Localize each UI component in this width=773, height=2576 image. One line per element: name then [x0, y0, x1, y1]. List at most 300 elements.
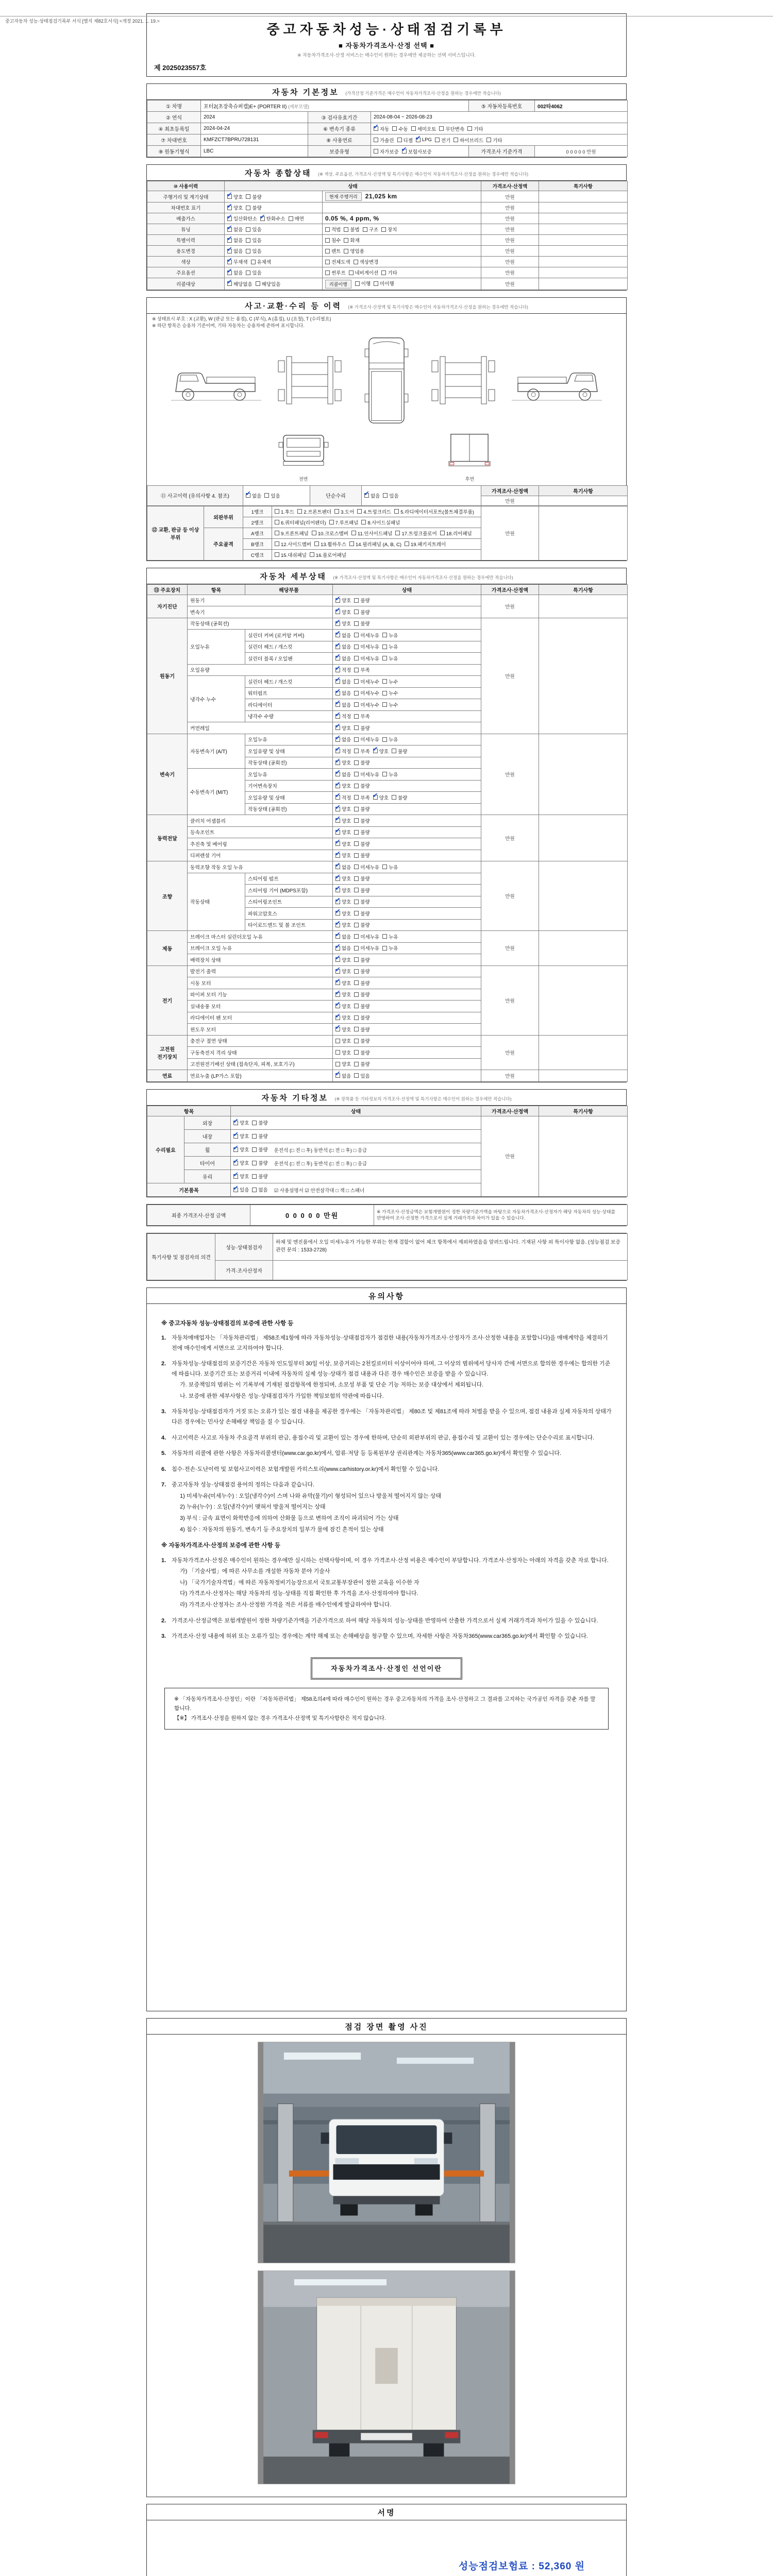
checkbox-option[interactable]: 구조	[363, 226, 378, 233]
notice-item: 2. 자동차성능·상태점검의 보증기간은 자동차 인도일부터 30일 이상, 보증거리는 2천킬로미터 이상이어야 하며, 그 이상의 범위에서 당사자 간에 서면으로 합의한 경우에는 합의한 기준에 따릅니다. 보증기간 또는 보증거리 이내에 자동차의 실제 성능·상태가 점검 내용과 다른 경우 매수인은 보증을 받을 수 있습니다. 가. 보증책임의 범위는 이 기록부에 기재된 점검항목에 한정되며, 소모성 부품 및 단순 기능 저하는 보증 대상에서 제외됩니다. 나. 보증에 관한 세부사항은 성능·상태점검자가 가입한 책임보험의 약관에 따릅니다.	[161, 1361, 611, 1399]
detail-row: 시동 모터 ✔ 양호 불량	[147, 977, 628, 989]
notice-item: 6. 침수·전손·도난이력 및 보험사고이력은 보험개발원 카히스토리(www.carhistory.or.kr)에서 확인할 수 있습니다.	[161, 1466, 440, 1472]
notice-item: 7. 중고자동차 성능·상태점검 용어의 정의는 다음과 같습니다. 1) 미세누유(미세누수) : 오일(냉각수)이 스며 나와 유막(물기)이 형성되어 있으나 방울져 떨어지지 않는 상태 2) 누유(누수) : 오일(냉각수)이 맺혀서 방울져 떨어지는 상태 3) 부식 : 금속 표면이 화학반응에 의하여 산화물 등으로 변하여 조직이 파괴되어 가는 상태 4) 침수 : 자동차의 원동기, 변속기 등 주요장치의 일부가 물에 잠긴 흔적이 있는 상태	[161, 1482, 442, 1533]
detail-row: 실내송풍 모터 ✔ 양호 불량	[147, 1001, 628, 1012]
checkbox-option[interactable]: 불량	[354, 759, 369, 766]
checkbox-option[interactable]: ✔ 없음	[335, 736, 351, 743]
etc-title: 자동차 기타정보	[261, 1093, 329, 1103]
overall-band	[147, 165, 626, 181]
checkbox-option[interactable]: ✔ 양호	[335, 898, 351, 905]
checkbox-option[interactable]: ✔ 없음	[335, 863, 351, 871]
checkbox-option[interactable]: ✔ 양호	[373, 748, 389, 755]
overall-row: 리콜대상 ✔ 해당없음 해당있음 리콜이행 이행 미이행 만원	[147, 278, 628, 290]
detail-band	[147, 568, 626, 584]
checkbox-option[interactable]: ✔ 적정	[335, 794, 351, 801]
checkbox-option[interactable]: 불량	[354, 828, 369, 836]
accident-note-cell	[539, 496, 628, 505]
checkbox-option[interactable]: 수동	[392, 125, 408, 132]
parts-row: ⑫ 교환, 판금 등 이상 부위 외판부위 1랭크 1.후드 2.프론트펜더 3.도어 4.트렁크리드 5.라디에이터서포트(볼트체결부품) 만원	[147, 506, 628, 517]
checkbox-option[interactable]: 누수	[382, 689, 398, 697]
detail-row: 조향 동력조향 작동 오일 누유 ✔ 없음 미세누유 누유 만원	[147, 861, 628, 873]
checkbox-option[interactable]: 17.트렁크플로어	[395, 530, 436, 537]
overall-row: 배출가스 ✔ 일산화탄소 ✔ 탄화수소 매연 0.05 %, 4 ppm, % 만원	[147, 213, 628, 224]
checkbox-option[interactable]: 침수	[325, 236, 341, 244]
checkbox-option[interactable]: 디젤	[397, 137, 413, 144]
checkbox-option[interactable]: 누수	[382, 678, 398, 685]
checkbox-option[interactable]: 불량	[354, 898, 369, 905]
checkbox-option[interactable]: ✔ 없음	[227, 247, 243, 255]
inspection-value: 2024-08-04 ~ 2026-08-23	[371, 112, 628, 123]
checkbox-option[interactable]: 누유	[382, 736, 398, 743]
checkbox-option[interactable]: ✔ 없음	[335, 701, 351, 708]
checkbox-option[interactable]: ✔ 양호	[335, 887, 351, 894]
checkbox-option[interactable]: 불량	[252, 1132, 267, 1140]
checkbox-option[interactable]: ✔ 없음	[335, 944, 351, 952]
accident-band	[147, 298, 626, 314]
checkbox-option[interactable]: 색상변경	[354, 258, 379, 265]
checkbox-option[interactable]: ✔ 양호	[335, 875, 351, 882]
checkbox-option[interactable]: ✔ 양호	[335, 620, 351, 627]
checkbox-option[interactable]: ✔ 양호	[335, 1003, 351, 1010]
checkbox-option[interactable]: ✔ 없음	[335, 632, 351, 639]
engine-type-label: ⑨ 원동기형식	[147, 146, 201, 157]
detail-row: 스티어링조인트 ✔ 양호 불량	[147, 896, 628, 908]
detail-row: 고전원전기배선 상태 (접속단자, 피복, 보호기구) 양호 불량	[147, 1058, 628, 1070]
checkbox-option[interactable]: 불량	[354, 875, 369, 882]
checkbox-option[interactable]: 불량	[354, 1003, 369, 1010]
checkbox-option[interactable]: 불량	[354, 979, 369, 987]
checkbox-option[interactable]: ✔ 없음	[335, 1072, 351, 1079]
detail-col-state: 상태	[333, 584, 481, 595]
checkbox-option[interactable]: 10.크로스멤버	[312, 530, 348, 537]
checkbox-option[interactable]: ✔ 무채색	[227, 258, 248, 265]
checkbox-option[interactable]: ✔ 양호	[233, 1146, 249, 1153]
warranty-options	[371, 146, 469, 157]
checkbox-option[interactable]: 6.쿼터패널(리어펜더)	[275, 519, 326, 526]
checkbox-option[interactable]: ✔ 양호	[335, 968, 351, 975]
parts-row: B랭크 12.사이드멤버 13.휠하우스 14.필러패널 (A, B, C) 19.패키지트레이	[147, 538, 628, 549]
detail-row: 와이퍼 모터 기능 ✔ 양호 불량	[147, 989, 628, 1001]
checkbox-option[interactable]: 누수	[382, 701, 398, 708]
checkbox-option[interactable]: ✔ 양호	[227, 204, 243, 211]
checkbox-option[interactable]: ✔ 있음	[233, 1186, 249, 1193]
checkbox-option[interactable]: ✔ 양호	[335, 910, 351, 917]
checkbox-option[interactable]: ✔ 없음	[335, 655, 351, 662]
checkbox-option[interactable]: 불량	[354, 1060, 369, 1067]
checkbox-option[interactable]: 불량	[354, 910, 369, 917]
overall-col-note: 특기사항	[539, 181, 628, 191]
checkbox-option[interactable]: 기타	[486, 137, 502, 144]
checkbox-option[interactable]: 불량	[246, 204, 261, 211]
checkbox-option[interactable]: 불량	[354, 608, 369, 616]
front-view-label: 전면	[298, 476, 308, 482]
checkbox-option[interactable]: 2.프론트펜더	[297, 508, 331, 515]
checkbox-option[interactable]: 18.리어패널	[440, 530, 472, 537]
vin-label: ⑦ 차대번호	[147, 134, 201, 146]
etc-table	[147, 1106, 628, 1197]
notice-item: 5. 자동차의 리콜에 관한 사항은 자동차리콜센터(www.car.go.kr)에서, 압류·저당 등 등록원부상 권리관계는 자동차365(www.car365.go.kr)에서 확인할 수 있습니다.	[161, 1450, 562, 1457]
detail-row: 라디에이터 ✔ 없음 미세누수 누수	[147, 699, 628, 711]
checkbox-option[interactable]: 누유	[382, 655, 398, 662]
checkbox-option[interactable]: ✔ 양호	[335, 991, 351, 998]
detail-row: 구동축전지 격리 상태 양호 불량	[147, 1047, 628, 1059]
checkbox-option[interactable]: 불량	[246, 193, 261, 200]
checkbox-option[interactable]: 전체도색	[325, 258, 350, 265]
checkbox-option[interactable]: ✔ 해당없음	[227, 280, 253, 287]
checkbox-option[interactable]: 장치	[381, 226, 397, 233]
checkbox-option[interactable]: 양호	[335, 1037, 351, 1044]
detail-row: 파워고압호스 ✔ 양호 불량	[147, 908, 628, 920]
signature-area	[147, 2520, 626, 2576]
overall-row: 차대번호 표기 ✔ 양호 불량 만원	[147, 202, 628, 213]
checkbox-option[interactable]: 누유	[382, 944, 398, 952]
checkbox-option[interactable]: 썬루프	[325, 269, 346, 276]
year-label: ② 연식	[147, 112, 201, 123]
checkbox-option[interactable]: 있음	[246, 247, 261, 255]
checkbox-option[interactable]: 양호	[335, 1060, 351, 1067]
checkbox-option[interactable]: ✔ 없음	[335, 689, 351, 697]
checkbox-option[interactable]: 하이브리드	[453, 137, 483, 144]
detail-col-device: ⑬ 주요장치	[147, 584, 188, 595]
detail-row: 브레이크 오일 누유 ✔ 없음 미세누유 누유	[147, 942, 628, 954]
detail-row: 라디에이터 팬 모터 ✔ 양호 불량	[147, 1012, 628, 1024]
notice-item: 4. 사고이력은 사고로 자동차 주요골격 부위의 판금, 용접수리 및 교환이 있는 경우에 한하며, 단순히 외판부위의 판금, 용접수리 및 교환이 있는 경우에는 단순수리로 표시합니다.	[161, 1434, 595, 1441]
etc-note: (※ 장착품 등 기타정보의 가격조사·산정액 및 특기사항은 매수인이 원하는 경우에만 적습니다)	[334, 1096, 512, 1101]
detail-row: 타이로드엔드 및 볼 조인트 ✔ 양호 불량	[147, 919, 628, 931]
car-side-left-diagram	[169, 351, 264, 412]
checkbox-option[interactable]: 불량	[252, 1173, 267, 1180]
checkbox-option[interactable]: ✔ 양호	[233, 1119, 249, 1126]
checkbox-option[interactable]: 불량	[354, 956, 369, 963]
checkbox-option[interactable]: ✔ 양호	[335, 852, 351, 859]
checkbox-option[interactable]: 12.사이드멤버	[275, 540, 311, 548]
detail-row: 디퍼렌셜 기어 ✔ 양호 불량	[147, 850, 628, 861]
checkbox-option[interactable]: ✔ 탄화수소	[260, 215, 285, 222]
checkbox-option[interactable]: 8.사이드실패널	[361, 519, 400, 526]
checkbox-option[interactable]: 부족	[354, 666, 369, 673]
checkbox-option[interactable]: 기타	[467, 125, 483, 132]
signature-band	[147, 2504, 626, 2520]
checkbox-option[interactable]: 유채색	[251, 258, 272, 265]
section-photos	[146, 2018, 627, 2497]
checkbox-option[interactable]: 불량	[392, 794, 407, 801]
checkbox-option[interactable]: ✔ 없음	[335, 771, 351, 778]
checkbox-option[interactable]: 적법	[325, 226, 341, 233]
car-top-view-diagram	[356, 334, 417, 429]
detail-col-part: 해당부품	[245, 584, 333, 595]
checkbox-option[interactable]: ✔ 없음	[364, 492, 380, 499]
notice-item: 1. 자동차매매업자는 「자동차관리법」 제58조제1항에 따라 자동차성능·상태점검자가 점검한 내용(자동차가격조사·산정자가 조사·산정한 내용을 포함합니다)을 매매계약을 체결하기 전에 매수인에게 서면으로 고지하여야 합니다.	[161, 1334, 608, 1351]
detail-row: 동력전달 클러치 어셈블리 ✔ 양호 불량 만원	[147, 815, 628, 827]
checkbox-option[interactable]: ✔ 양호	[335, 979, 351, 987]
checkbox-option[interactable]: ✔ 적정	[335, 713, 351, 720]
checkbox-option[interactable]: 1.후드	[275, 508, 294, 515]
checkbox-option[interactable]: ✔ 양호	[335, 828, 351, 836]
insurance-fee: 성능점검보험료 : 52,360 원	[458, 2561, 585, 2572]
checkbox-option[interactable]: ✔ 양호	[335, 956, 351, 963]
checkbox-option[interactable]: 11.인사이드패널	[351, 530, 393, 537]
checkbox-option[interactable]: 있음	[246, 226, 261, 233]
checkbox-option[interactable]: 부족	[354, 713, 369, 720]
checkbox-option[interactable]: 화재	[344, 236, 359, 244]
checkbox-option[interactable]: 미이행	[374, 280, 394, 287]
checkbox-option[interactable]: 누유	[382, 632, 398, 639]
checkbox-option[interactable]: ✔ 양호	[335, 608, 351, 616]
checkbox-option[interactable]: 전기	[435, 137, 450, 144]
checkbox-option[interactable]: ✔ 보험사보증	[402, 148, 432, 155]
checkbox-option[interactable]: ✔ 양호	[233, 1132, 249, 1140]
checkbox-option[interactable]: 불량	[354, 817, 369, 824]
checkbox-option[interactable]: 세미오토	[411, 125, 436, 132]
document-number: 제 2025023557호	[154, 64, 207, 72]
checkbox-option[interactable]: ✔ 일산화탄소	[227, 215, 257, 222]
checkbox-option[interactable]: 미세누유	[354, 771, 379, 778]
accident-col-note: 특기사항	[539, 485, 628, 496]
accident-title: 사고·교환·수리 등 이력	[245, 301, 342, 311]
document	[146, 13, 627, 2576]
first-reg-label: ④ 최초등록일	[147, 123, 201, 134]
checkbox-option[interactable]: 불량	[354, 805, 369, 812]
transmission-options	[371, 123, 628, 134]
basic-info-title: 자동차 기본정보	[272, 88, 339, 97]
checkbox-option[interactable]: 없음	[252, 1186, 267, 1193]
checkbox-option[interactable]: 불량	[252, 1146, 267, 1153]
base-price-value: 0 0 0 0 0 만원	[535, 146, 628, 157]
checkbox-option[interactable]: 있음	[246, 236, 261, 244]
checkbox-option[interactable]: 미세누수	[354, 689, 379, 697]
checkbox-option[interactable]: 미세누유	[354, 655, 379, 662]
checkbox-option[interactable]: 미세누유	[354, 933, 379, 940]
inspection-photo-rear	[258, 2270, 515, 2484]
parts-row: 2랭크 6.쿼터패널(리어펜더) 7.루프패널 8.사이드실패널	[147, 517, 628, 528]
detail-row: 자기진단 원동기 ✔ 양호 불량 만원	[147, 595, 628, 606]
vin-value: KMFZCT7BPRU728131	[201, 134, 308, 146]
checkbox-option[interactable]: 불량	[354, 991, 369, 998]
checkbox-option[interactable]: 불량	[354, 1014, 369, 1021]
accident-history-table	[147, 485, 628, 506]
parts-row: 주요골격 A랭크 9.프론트패널 10.크로스멤버 11.인사이드패널 17.트렁크플로어 18.리어패널	[147, 528, 628, 538]
first-reg-value: 2024-04-24	[201, 123, 308, 134]
checkbox-option[interactable]: 16.플로어패널	[310, 551, 346, 558]
checkbox-option[interactable]: ✔ 양호	[335, 759, 351, 766]
etc-col-item: 항목	[147, 1106, 231, 1116]
checkbox-option[interactable]: 미세누유	[354, 944, 379, 952]
panel-exchange-table	[147, 506, 628, 561]
parts-row: C랭크 15.대쉬패널 16.플로어패널	[147, 549, 628, 560]
checkbox-option[interactable]: ✔ 없음	[227, 226, 243, 233]
checkbox-option[interactable]: 불량	[354, 852, 369, 859]
checkbox-option[interactable]: 불량	[354, 968, 369, 975]
checkbox-option[interactable]: 불량	[354, 921, 369, 928]
form-reference-note: 중고자동차 성능·상태점검기록부 서식 [별지 제82호서식] <개정 2021. 1. 19.>	[5, 19, 160, 24]
detail-row: 전기 발전기 출력 ✔ 양호 불량 만원	[147, 965, 628, 977]
checkbox-option[interactable]: 부족	[354, 748, 369, 755]
checkbox-option[interactable]: ✔ 양호	[335, 597, 351, 604]
checkbox-option[interactable]: 기타	[381, 269, 397, 276]
checkbox-option[interactable]: ✔ 없음	[335, 678, 351, 685]
detail-col-item: 항목	[188, 584, 245, 595]
declaration-title: 자동차가격조사·산정인 선언이란	[311, 1657, 462, 1680]
checkbox-option[interactable]: 미세누유	[354, 632, 379, 639]
checkbox-option[interactable]: ✔ 양호	[233, 1159, 249, 1166]
checkbox-option[interactable]: 미세누유	[354, 643, 379, 650]
checkbox-option[interactable]: 매연	[289, 215, 304, 222]
checkbox-option[interactable]: 가솔린	[374, 137, 394, 144]
checkbox-option[interactable]: ✔ 없음	[227, 236, 243, 244]
checkbox-option[interactable]: ✔ 없음	[335, 933, 351, 940]
checkbox-option[interactable]: ✔ 양호	[335, 817, 351, 824]
detail-row: 냉각수 누수 실린더 헤드 / 개스킷 ✔ 없음 미세누수 누수	[147, 676, 628, 688]
checkbox-option[interactable]: 누유	[382, 863, 398, 871]
checkbox-option[interactable]: 불법	[344, 226, 359, 233]
detail-row: 추진축 및 베어링 ✔ 양호 불량	[147, 838, 628, 850]
checkbox-option[interactable]: 해당있음	[256, 280, 281, 287]
checkbox-option[interactable]: 부족	[354, 794, 369, 801]
inspection-label: ③ 검사유효기간	[308, 112, 371, 123]
checkbox-option[interactable]: 렌트	[325, 247, 341, 255]
checkbox-option[interactable]: 14.필러패널 (A, B, C)	[349, 540, 401, 548]
simple-repair-options	[362, 485, 481, 505]
final-price-value: 0 0 0 0 0 만원	[250, 1205, 374, 1225]
overall-row: 특별이력 ✔ 없음 있음 침수 화재 만원	[147, 235, 628, 246]
checkbox-option[interactable]: 누유	[382, 643, 398, 650]
detail-col-price: 가격조사·산정액	[481, 584, 539, 595]
checkbox-option[interactable]: 불량	[354, 1037, 369, 1044]
checkbox-option[interactable]: 15.대쉬패널	[275, 551, 307, 558]
checkbox-option[interactable]: 있음	[264, 492, 280, 499]
checkbox-option[interactable]: 양호	[335, 1049, 351, 1056]
detail-title: 자동차 세부상태	[260, 572, 327, 581]
etc-row: 기본품목 ✔ 있음 없음 ☑ 사용설명서 ☑ 안전삼각대 □ 잭 □ 스패너	[147, 1183, 628, 1196]
checkbox-option[interactable]: 불량	[354, 782, 369, 789]
checkbox-option[interactable]: 19.패키지트레이	[405, 540, 446, 548]
detail-row: 오일누유 실린더 커버 (로커암 커버) ✔ 없음 미세누유 누유	[147, 630, 628, 641]
checkbox-option[interactable]: 불량	[354, 620, 369, 627]
checkbox-option[interactable]: 있음	[383, 492, 398, 499]
car-front-view-diagram	[275, 429, 332, 482]
checkbox-option[interactable]: 13.휠하우스	[314, 540, 346, 548]
fuel-options	[371, 134, 628, 146]
checkbox-option[interactable]: ✔ 적정	[335, 748, 351, 755]
checkbox-option[interactable]: 영업용	[344, 247, 364, 255]
notice-title: 유의사항	[368, 1292, 405, 1301]
etc-row: 내장 ✔ 양호 불량	[147, 1129, 628, 1143]
etc-band	[147, 1090, 626, 1106]
section-remarks	[146, 1233, 627, 1281]
checkbox-option[interactable]: ✔ 양호	[335, 782, 351, 789]
remarks-table	[147, 1233, 628, 1280]
checkbox-option[interactable]: 자가보증	[374, 148, 399, 155]
overall-row: 색상 ✔ 무채색 유채색 전체도색 색상변경 만원	[147, 257, 628, 267]
checkbox-option[interactable]: ✔ 양호	[227, 193, 243, 200]
checkbox-option[interactable]: 있음	[246, 269, 261, 276]
etc-col-state: 상태	[231, 1106, 481, 1116]
overall-row: 튜닝 ✔ 없음 있음 적법 불법 구조 장치 만원	[147, 224, 628, 235]
detail-row: 제동 브레이크 마스터 실린더오일 누유 ✔ 없음 미세누유 누유 만원	[147, 931, 628, 943]
checkbox-option[interactable]: 무단변속	[439, 125, 464, 132]
etc-row: 유리 ✔ 양호 불량	[147, 1170, 628, 1183]
checkbox-option[interactable]: 불량	[354, 840, 369, 848]
detail-row: 기어변속장치 ✔ 양호 불량	[147, 780, 628, 792]
checkbox-option[interactable]: 7.루프패널	[329, 519, 359, 526]
checkbox-option[interactable]: 불량	[354, 887, 369, 894]
checkbox-option[interactable]: 불량	[252, 1159, 267, 1166]
accident-note: (※ 가격조사·산정액 및 특기사항은 매수인이 자동차가격조사·산정을 원하는 경우에만 적습니다)	[348, 304, 528, 310]
underbody-diagram-right	[425, 351, 502, 412]
checkbox-option[interactable]: 4.트렁크리드	[357, 508, 391, 515]
checkbox-option[interactable]: 누유	[382, 933, 398, 940]
price-survey-option-title: ■ 자동차가격조사·산정 선택 ■	[338, 42, 434, 49]
checkbox-option[interactable]: 미세누유	[354, 863, 379, 871]
notice-item: 3. 가격조사·산정 내용에 허위 또는 오류가 있는 경우에는 계약 해제 또는 손해배상을 청구할 수 있으며, 자세한 사항은 자동차365(www.car365.go.kr)에서 확인할 수 있습니다.	[161, 1633, 588, 1640]
checkbox-option[interactable]: ✔ 적정	[335, 666, 351, 673]
checkbox-option[interactable]: ✔ 양호	[233, 1173, 249, 1180]
checkbox-option[interactable]: ✔ 없음	[227, 269, 243, 276]
checkbox-option[interactable]: 누유	[382, 771, 398, 778]
checkbox-option[interactable]: 이행	[355, 280, 371, 287]
signature-title: 서명	[377, 2508, 396, 2517]
section-etc-info	[146, 1089, 627, 1197]
checkbox-option[interactable]: 3.도어	[334, 508, 354, 515]
notice-item: 3. 자동차성능·상태점검자가 거짓 또는 오류가 있는 점검 내용을 제공한 경우에는 「자동차관리법」 제80조 및 제81조에 따라 처벌을 받을 수 있으며, 점검 내용과 실제 자동차의 상태가 다른 경우에는 민사상 손해배상 책임을 질 수 있습니다.	[161, 1409, 612, 1426]
checkbox-option[interactable]: ✔ 없음	[335, 643, 351, 650]
checkbox-option[interactable]: 불량	[252, 1119, 267, 1126]
checkbox-option[interactable]: ✔ 양호	[335, 840, 351, 848]
checkbox-option[interactable]: 불량	[354, 1049, 369, 1056]
detail-row: 등속조인트 ✔ 양호 불량	[147, 826, 628, 838]
detail-row: 연료 연료누출 (LP가스 포함) ✔ 없음 있음 만원	[147, 1070, 628, 1082]
final-price-table	[147, 1205, 628, 1226]
checkbox-option[interactable]: 미세누유	[354, 736, 379, 743]
checkbox-option[interactable]: ✔ LPG	[416, 137, 432, 143]
overall-note: (※ 색상, 주요옵션, 가격조사·산정액 및 특기사항은 매수인이 자동차가격조사·산정을 원하는 경우에만 적습니다)	[317, 172, 529, 177]
price-survey-option-note: ※ 자동차가격조사·산정 서비스는 매수인이 원하는 경우에만 제공하는 선택 서비스입니다.	[297, 53, 476, 58]
checkbox-option[interactable]: ✔ 양호	[335, 921, 351, 928]
overall-col-state: 상태	[225, 181, 481, 191]
detail-row: 원동기 작동상태 (공회전) ✔ 양호 불량 만원	[147, 618, 628, 630]
overall-row: 용도변경 ✔ 없음 있음 렌트 영업용 만원	[147, 246, 628, 257]
checkbox-option[interactable]: 불량	[392, 748, 407, 755]
checkbox-option[interactable]: ✔ 양호	[335, 805, 351, 812]
overall-col-usage: ⑩ 사용이력	[147, 181, 225, 191]
notice-item: 2. 가격조사·산정금액은 보험개발원이 정한 차량기준가액을 기준가격으로 하여 해당 자동차의 성능·상태를 반영하여 산출한 가격으로서 실제 거래가격과 차이가 있을 수 있습니다.	[161, 1617, 598, 1624]
checkbox-option[interactable]: 있음	[354, 1072, 369, 1079]
detail-row: 워터펌프 ✔ 없음 미세누수 누수	[147, 687, 628, 699]
checkbox-option[interactable]: ✔ 자동	[374, 125, 389, 132]
notice-band	[147, 1288, 626, 1304]
engine-type-value: LBC	[201, 146, 308, 157]
checkbox-option[interactable]: ✔ 양호	[335, 1026, 351, 1033]
checkbox-option[interactable]: 네비게이션	[349, 269, 379, 276]
car-name-label: ① 차명	[147, 100, 201, 112]
detail-row: 변속기 ✔ 양호 불량	[147, 606, 628, 618]
checkbox-option[interactable]: 미세누수	[354, 701, 379, 708]
checkbox-option[interactable]: 불량	[354, 1026, 369, 1033]
transmission-label: ⑥ 변속기 종류	[308, 123, 371, 134]
checkbox-option[interactable]: ✔ 없음	[246, 492, 261, 499]
underbody-diagram-left	[271, 351, 348, 412]
overall-table	[147, 181, 628, 290]
checkbox-option[interactable]: 미세누수	[354, 678, 379, 685]
checkbox-option[interactable]: 불량	[354, 724, 369, 732]
checkbox-option[interactable]: ✔ 양호	[335, 1014, 351, 1021]
checkbox-option[interactable]: 5.라디에이터서포트(볼트체결부품)	[394, 508, 474, 515]
checkbox-option[interactable]: ✔ 양호	[335, 724, 351, 732]
detail-row: 오일유량 및 상태 ✔ 적정 부족 ✔ 양호 불량	[147, 745, 628, 757]
checkbox-option[interactable]: ✔ 양호	[373, 794, 389, 801]
checkbox-option[interactable]: 9.프론트패널	[275, 530, 309, 537]
checkbox-option[interactable]: 불량	[354, 597, 369, 604]
